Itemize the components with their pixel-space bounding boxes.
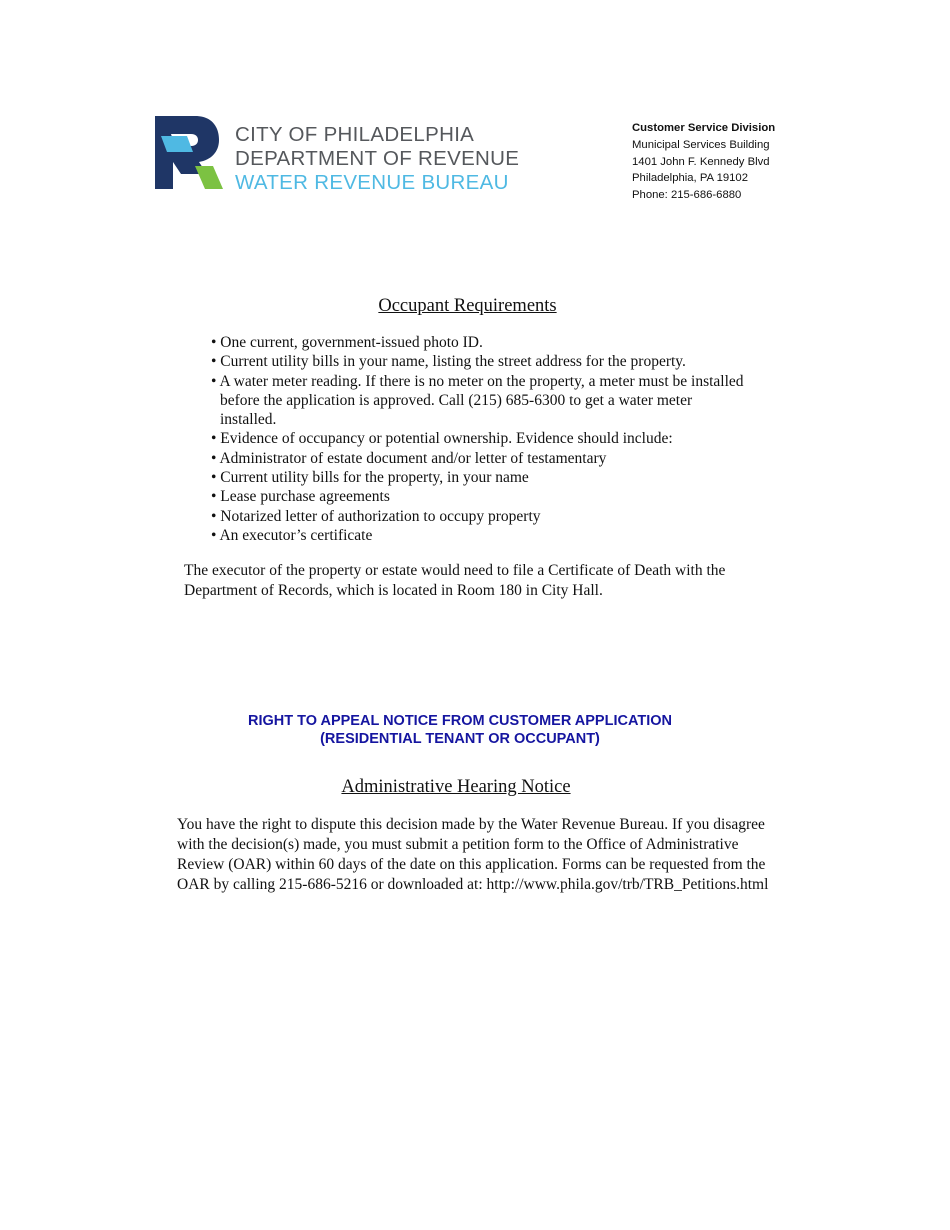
list-item: • Evidence of occupancy or potential ownership. Evidence should include: [211,430,673,448]
list-item: • A water meter reading. If there is no meter on the property, a meter must be installed before the application is approved. Call (215) 685-6300 to get a water meter installed. [211,372,744,429]
logo-r-mark-icon [155,116,223,189]
appeal-notice-line2: (RESIDENTIAL TENANT OR OCCUPANT) [320,731,600,747]
contact-address [632,120,775,204]
phone-number: Phone: 215-686-6880 [632,189,742,202]
city-state-zip: Philadelphia, PA 19102 [632,172,748,185]
hearing-notice-title: Administrative Hearing Notice [341,777,571,797]
appeal-notice-heading [0,712,920,748]
list-item: • One current, government-issued photo ID. [211,334,483,351]
division-name: Customer Service Division [632,122,776,134]
list-item: • An executor’s certificate [211,526,373,544]
list-item: • Administrator of estate document and/or letter of testamentary [211,449,607,467]
logo-department-text: DEPARTMENT OF REVENUE [235,147,520,170]
executor-note: The executor of the property or estate would need to file a Certificate of Death with the Department of Records, which is located in Room 180 in City Hall. [184,562,726,599]
logo-bureau-text: WATER REVENUE BUREAU [235,171,509,194]
list-item: • Current utility bills for the property, in your name [211,469,529,487]
building-name: Municipal Services Building [632,138,770,151]
requirements-list [211,333,751,545]
occupant-requirements-title: Occupant Requirements [378,296,557,316]
appeal-notice-line1: RIGHT TO APPEAL NOTICE FROM CUSTOMER APPLICATION [247,713,672,729]
list-item: • Current utility bills in your name, listing the street address for the property. [211,353,686,371]
list-item: • Notarized letter of authorization to occupy property [211,507,541,525]
department-logo [155,116,520,194]
list-item: • Lease purchase agreements [211,488,390,506]
logo-city-text: CITY OF PHILADELPHIA [235,123,475,146]
hearing-notice-body: You have the right to dispute this decision made by the Water Revenue Bureau. If you disagree with the decision(s) made, you must submit a petition form to the Office of Administrative Review (OAR) within 60 days of the date on this application. Forms can be requested from the OAR by calling 215-686-5216 or downloaded at: http://www.phila.gov/trb/TRB_Petitions.html [177,816,769,893]
street-address: 1401 John F. Kennedy Blvd [632,155,770,168]
